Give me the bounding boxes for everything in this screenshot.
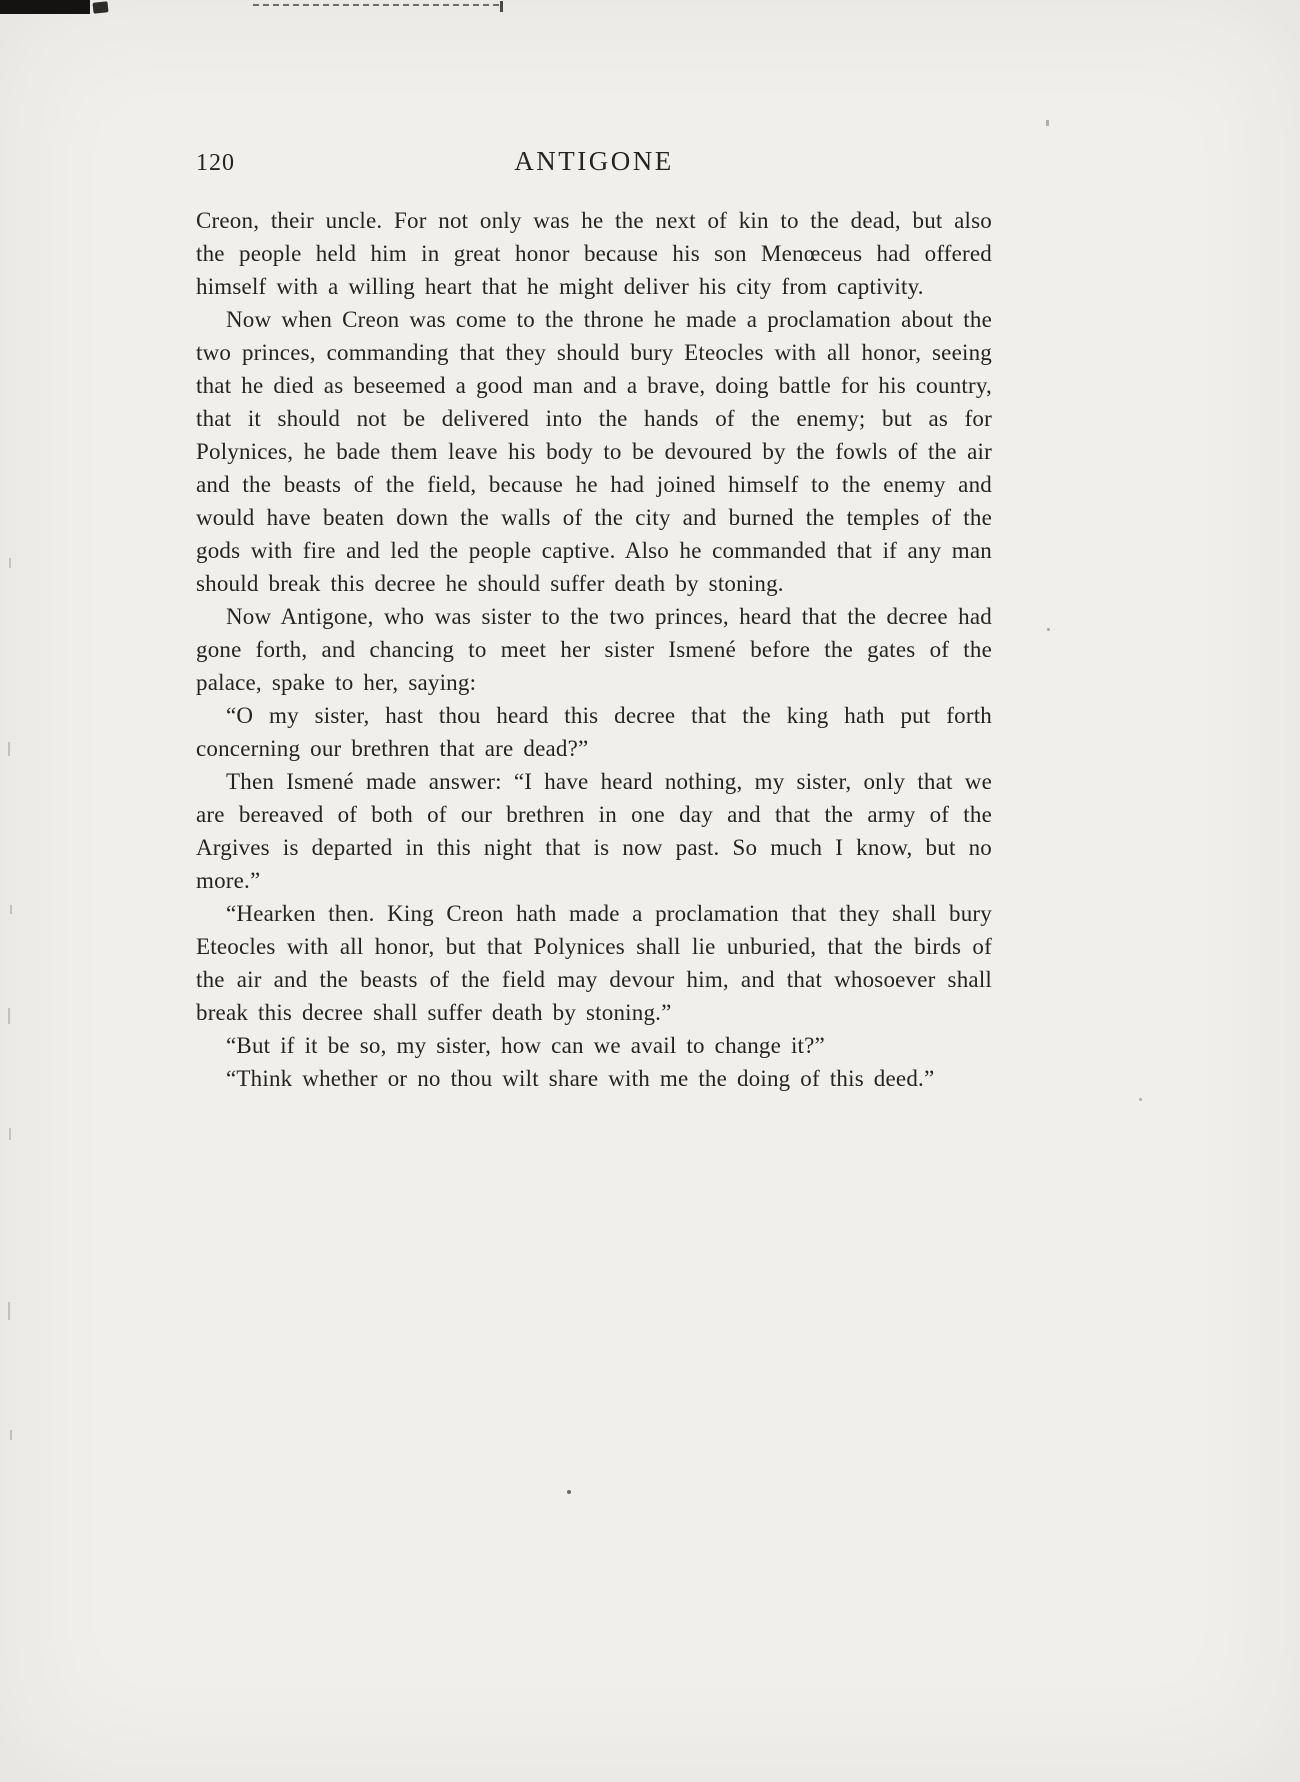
scan-speck [10,905,12,914]
paragraph: Now when Creon was come to the throne he made a proclamation about the two princes, commanding that they should bury Eteocles with all honor, seeing that he died as beseemed a good man and a brave, doing battle for his country, that it should not be delivered into the hands of the enemy; but as for Polynices, he bade them leave his body to be devoured by the fowls of the air and the beasts of the field, because he had joined himself to the enemy and would have beaten down the walls of the city and burned the temples of the gods with fire and led the people captive. Also he commanded that if any man should break this decree he should suffer death by stoning. [196,307,992,596]
paragraph-dialogue: “But if it be so, my sister, how can we avail to change it?” [226,1033,825,1058]
paragraph: Now Antigone, who was sister to the two princes, heard that the decree had gone forth, and chancing to meet her sister Ismené before the gates of the palace, spake to her, saying: [196,604,992,695]
page-number: 120 [196,150,235,176]
text-block [196,142,992,1095]
scan-speck [9,558,11,568]
scan-speck-right [1139,1098,1142,1101]
scan-artifact-dashed-line [253,4,499,6]
paragraph-continuation: Creon, their uncle. For not only was he the next of kin to the dead, but also the people held him in great honor because his son Menœceus had offered himself with a willing heart that he might deliver his city from captivity. [196,208,992,299]
scan-speck [10,1430,12,1440]
paragraph-dialogue: “O my sister, hast thou heard this decree that the king hath put forth concerning our brethren that are dead?” [196,703,992,761]
body-text [196,204,992,1095]
scan-speck-right [1047,628,1050,631]
scan-speck [8,742,10,756]
scan-speck [8,1302,10,1320]
scan-artifact-dash-tick [500,1,503,12]
scan-artifact-top-left-bar [0,0,90,14]
scan-speck-bottom [567,1490,571,1494]
running-head: ANTIGONE [514,146,674,176]
paragraph-dialogue: Then Ismené made answer: “I have heard nothing, my sister, only that we are bereaved of both of our brethren in one day and that the army of the Argives is departed in this night that is now past. So much I know, but no more.” [196,769,992,893]
paragraph-dialogue: “Think whether or no thou wilt share with me the doing of this deed.” [226,1066,935,1091]
scan-speck-top-right [1046,120,1049,126]
scan-artifact-top-left-blob [92,1,108,14]
scan-speck [8,1008,10,1024]
scan-speck [9,1128,11,1140]
paragraph-dialogue: “Hearken then. King Creon hath made a proclamation that they shall bury Eteocles with all honor, but that Polynices shall lie unburied, that the birds of the air and the beasts of the field may devour him, and that whosoever shall break this decree shall suffer death by stoning.” [196,901,992,1025]
page-header [196,142,992,184]
